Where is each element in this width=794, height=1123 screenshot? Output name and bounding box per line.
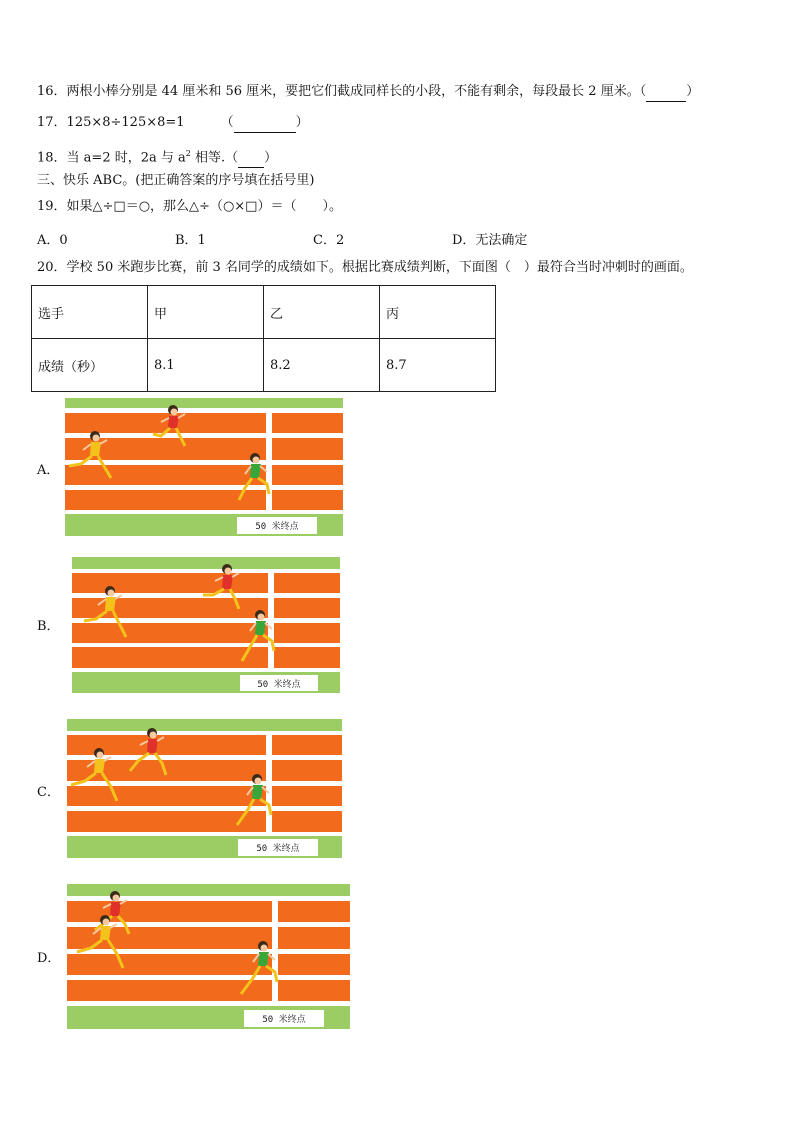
finish-label: 50 米终点: [257, 680, 301, 690]
question-17: [37, 114, 309, 133]
grass-top: [67, 884, 350, 896]
table-cell: 8.1: [148, 339, 264, 392]
track-lane: [67, 786, 342, 806]
question-19: 19．如果△÷□＝○，那么△÷（○×□）＝（ ）。: [37, 199, 342, 214]
track-lane: [67, 954, 350, 975]
track-lane: [72, 623, 340, 643]
table-cell: 甲: [148, 286, 264, 339]
question-17-text: 17．125×8÷125×8=1: [37, 115, 185, 130]
finish-line: [272, 901, 278, 1001]
track-lane: [72, 647, 340, 668]
question-17-close: ）: [295, 115, 309, 130]
table-cell: 乙: [264, 286, 380, 339]
question-18-sup: 2: [185, 149, 191, 158]
question-18-close: ）: [264, 150, 278, 166]
question-16: [37, 83, 699, 102]
question-20: 20．学校 50 米跑步比赛，前 3 名同学的成绩如下。根据比赛成绩判断，下面图（ ）最符合当时冲刺时的画面。: [37, 260, 693, 275]
table-cell: 丙: [380, 286, 496, 339]
track-lane: [67, 811, 342, 832]
track-lane: [67, 735, 342, 755]
finish-line: [266, 735, 272, 832]
question-18-post: 相等.（: [190, 150, 239, 166]
track-lane: [67, 980, 350, 1001]
table-row: [32, 286, 496, 339]
question-16-close: ）: [686, 84, 700, 99]
race-picture-c: [67, 719, 342, 858]
picture-label-d[interactable]: D．: [37, 951, 61, 966]
option-19-a[interactable]: A．0: [37, 233, 68, 248]
table-cell: 8.7: [380, 339, 496, 392]
option-19-b[interactable]: B．1: [175, 233, 206, 248]
option-19-d[interactable]: D．无法确定: [452, 233, 528, 248]
race-picture-d: [67, 884, 350, 1029]
track-lane: [67, 760, 342, 781]
section-3-heading: 三、快乐 ABC。(把正确答案的序号填在括号里): [37, 173, 315, 188]
question-18: [37, 145, 277, 168]
question-16-text: 16．两根小棒分别是 44 厘米和 56 厘米，要把它们截成同样长的小段，不能有剩余，每段最长 2 厘米。（: [37, 84, 647, 99]
race-picture-b: [72, 557, 340, 693]
grass-top: [65, 398, 343, 408]
grass-top: [67, 719, 342, 731]
answer-blank-18[interactable]: [238, 149, 264, 168]
answer-blank-17[interactable]: [234, 114, 296, 133]
picture-label-a[interactable]: A．: [37, 463, 60, 478]
table-cell: 8.2: [264, 339, 380, 392]
question-17-open: （: [220, 115, 234, 130]
option-19-c[interactable]: C．2: [313, 233, 345, 248]
answer-blank-16[interactable]: [646, 83, 686, 102]
grass-top: [72, 557, 340, 569]
finish-label: 50 米终点: [256, 844, 300, 854]
table-row: [32, 339, 496, 392]
finish-label: 50 米终点: [262, 1015, 306, 1025]
picture-label-b[interactable]: B．: [37, 619, 60, 634]
finish-line: [266, 413, 272, 510]
picture-label-c[interactable]: C．: [37, 785, 60, 800]
table-cell: 选手: [32, 286, 148, 339]
score-table: [31, 285, 496, 392]
finish-line: [268, 573, 274, 668]
track-lane: [65, 490, 343, 510]
table-cell: 成绩（秒）: [32, 339, 148, 392]
question-18-pre: 18．当 a=2 时，2a 与 a: [37, 150, 186, 166]
finish-label: 50 米终点: [255, 522, 299, 532]
race-picture-a: [65, 398, 343, 536]
track-lane: [65, 413, 343, 433]
